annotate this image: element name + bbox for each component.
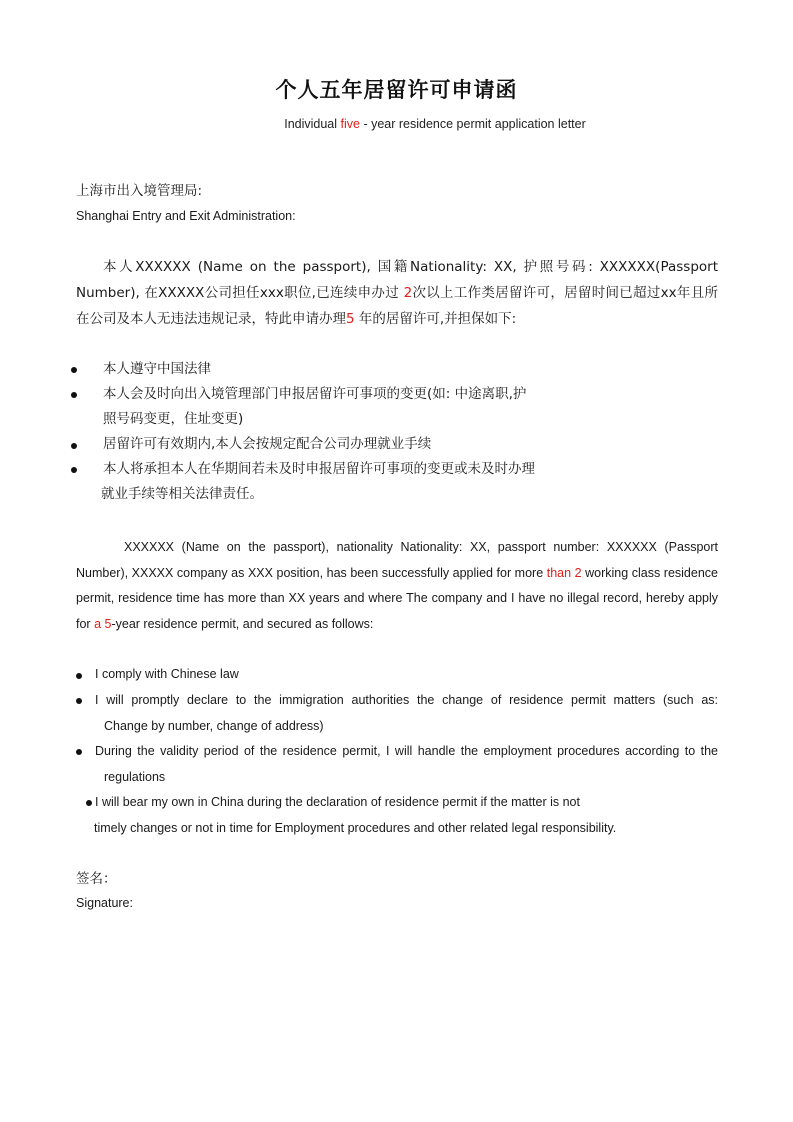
addressee-en: Shanghai Entry and Exit Administration:	[76, 209, 296, 223]
document-subtitle: Individual five - year residence permit application letter	[284, 117, 586, 131]
subtitle-highlight: five	[340, 117, 360, 131]
bullet-icon	[71, 467, 77, 473]
en-body-paragraph: XXXXXX (Name on the passport), nationality Nationality: XX, passport number: XXXXXX (Passport Number), XXXXX company as XXX position, has been successfully applied for more than 2 working class residence permit, residence time has more than XX years and where The company and I have no illegal record, hereby apply for a 5-year residence permit, and secured as follows:	[76, 540, 718, 631]
signature-label-cn: 签名：	[76, 871, 117, 887]
bullet-icon	[76, 673, 82, 679]
bullet-icon	[71, 392, 77, 398]
cn-body-paragraph: 本人XXXXXX (Name on the passport), 国籍Nationality: XX, 护照号码: XXXXXX(Passport Number), 在XXXXX公司担任xxx职位,已连续申办过 2次以上工作类居留许可，居留时间已超过xx年且所在公司及本人无违法违规记录，特此申请办理5 年的居留许可,并担保如下:	[76, 259, 719, 327]
bullet-icon	[71, 443, 77, 449]
bullet-icon	[76, 698, 82, 704]
document-title: 个人五年居留许可申请函	[275, 77, 518, 102]
bullet-icon	[71, 367, 77, 373]
bullet-icon	[86, 800, 92, 806]
bullet-icon	[76, 749, 82, 755]
letter-page: 个人五年居留许可申请函 Individual five - year residence permit application letter 上海市出入境管理局: Shanghai Entry and Exit Administration: 本人XXXXXX (Name on the passport), 国籍Nationality: XX, 护照号码: XXXXXX(Passport Number), 在XXXXX公司担任xxx职位,已连续申办过 2次以上工作类居留许可，居留时间已超过xx年且所在公司及本人无违法违规记录，特此申请办理5 年的居留许可,并担保如下: 本人遵守中国法律 本人会及时向出入境管理部门申报居留许可事项的变更(如: 中途离职,护 照号码变更，住址变更) 居留许可有效期内,本人会按规定配合公司办理就业手续 本人将承担本人在华期间若未及时申报居留许可事项的变更或未及时办理 就业手续等相关法律责任。 XXXXXX (Name on the passport), nationality Nationality: XX, passport number: XXXXXX (Passport Number), XXXXX company as XXX position, has been successfully applied for more than 2 working class residence permit, residence time has more than XX years and where The company and I have no illegal record, hereby apply for a 5-year residence permit, and secured as follows: I comply with Chinese law I will promptly declare to the immigration authorities the change of residence permit matters (such as: Change by number, change of address) During the validity period of the residence permit, I will handle the employment procedures according to the regulations I will bear my own in China during the declaration of residence permit if the matter is not timely changes or not in time for Employment procedures and other related legal responsibility. 签名： Signature:	[0, 0, 793, 1122]
addressee-cn: 上海市出入境管理局:	[76, 183, 203, 199]
signature-label-en: Signature:	[76, 896, 133, 910]
